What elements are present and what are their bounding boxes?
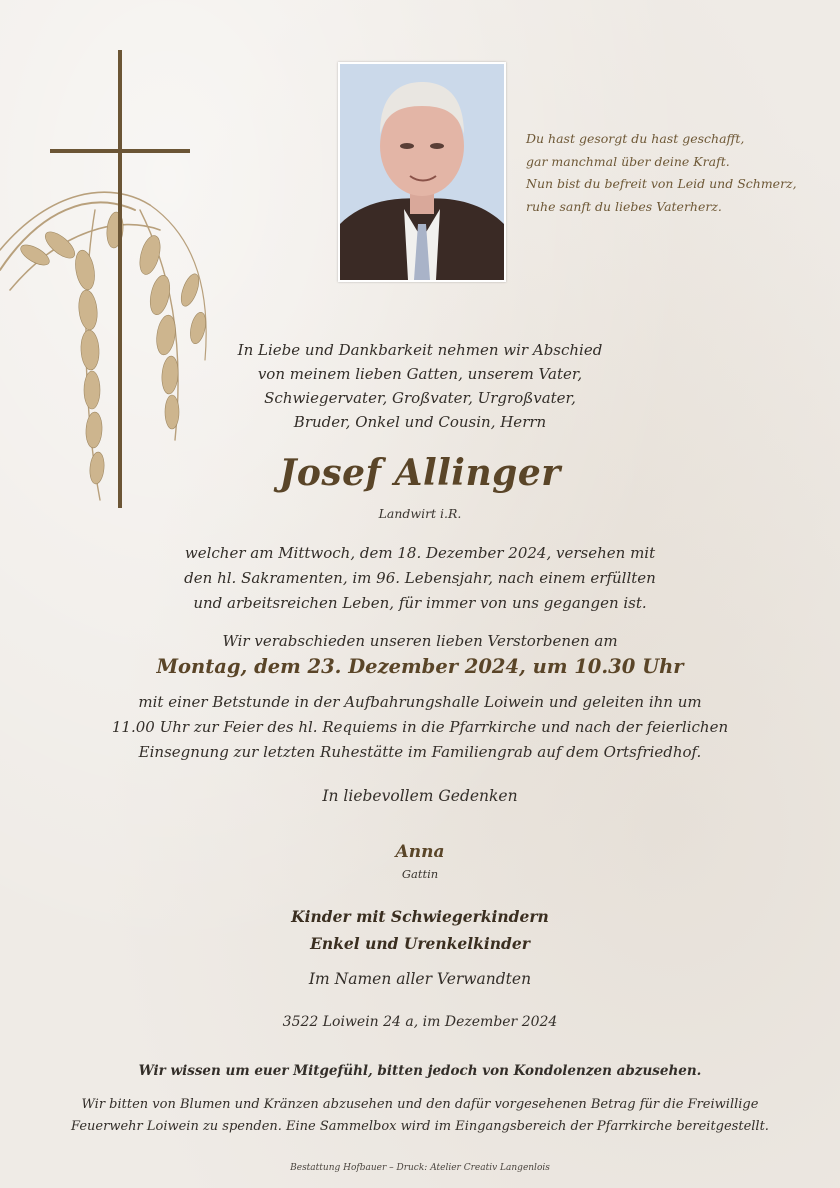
wife-name: Anna: [395, 842, 445, 862]
death-line: den hl. Sakramenten, im 96. Lebensjahr, nach einem erfüllten: [184, 569, 656, 587]
children-line: Kinder mit Schwiegerkindern: [291, 907, 549, 926]
intro-text: [0, 338, 840, 434]
ceremony-line: Einsegnung zur letzten Ruhestätte im Familiengrab auf dem Ortsfriedhof.: [138, 743, 702, 761]
ceremony-details: [0, 690, 840, 765]
death-line: welcher am Mittwoch, dem 18. Dezember 2024, versehen mit: [184, 544, 656, 562]
deceased-name: Josef Allinger: [279, 452, 561, 494]
wife-role: Gattin: [401, 867, 439, 881]
farewell-intro: Wir verabschieden unseren lieben Verstorbenen am: [222, 632, 618, 650]
cross-icon: [50, 50, 190, 508]
place-date: 3522 Loiwein 24 a, im Dezember 2024: [282, 1014, 558, 1030]
portrait-illustration: [340, 64, 504, 280]
poem-line: ruhe sanft du liebes Vaterherz.: [526, 198, 722, 214]
condolence-notice: Wir wissen um euer Mitgefühl, bitten jedoch von Kondolenzen abzusehen.: [138, 1063, 702, 1079]
donation-line: Feuerwehr Loiwein zu spenden. Eine Sammelbox wird im Eingangsbereich der Pfarrkirche bereitgestellt.: [71, 1118, 769, 1134]
poem-line: gar manchmal über deine Kraft.: [526, 153, 730, 169]
family-list: [0, 903, 840, 957]
funeral-date: Montag, dem 23. Dezember 2024, um 10.30 Uhr: [156, 655, 684, 678]
death-notice: [0, 541, 840, 616]
poem-line: Du hast gesorgt du hast geschafft,: [526, 131, 745, 146]
donation-line: Wir bitten von Blumen und Kränzen abzusehen und den dafür vorgesehenen Betrag für die Freiwillige: [81, 1097, 759, 1112]
ceremony-line: mit einer Betstunde in der Aufbahrungshalle Loiwein und geleiten ihn um: [138, 693, 702, 711]
death-line: und arbeitsreichen Leben, für immer von uns gegangen ist.: [193, 594, 647, 612]
deceased-occupation: Landwirt i.R.: [378, 506, 462, 521]
poem-line: Nun bist du befreit von Leid und Schmerz,: [526, 176, 797, 191]
cross-wheat-decoration: [0, 40, 230, 520]
ceremony-line: 11.00 Uhr zur Feier des hl. Requiems in die Pfarrkirche und nach der feierlichen: [111, 718, 729, 736]
intro-line: Bruder, Onkel und Cousin, Herrn: [293, 413, 547, 431]
intro-line: von meinem lieben Gatten, unserem Vater,: [257, 365, 583, 383]
portrait-photo: [338, 62, 506, 282]
poem: [526, 128, 826, 218]
footer-credits: Bestattung Hofbauer – Druck: Atelier Creativ Langenlois: [290, 1163, 550, 1173]
gedenken-text: In liebevollem Gedenken: [322, 787, 518, 805]
intro-line: In Liebe und Dankbarkeit nehmen wir Abschied: [237, 341, 603, 359]
intro-line: Schwiegervater, Großvater, Urgroßvater,: [264, 389, 576, 407]
relatives-text: Im Namen aller Verwandten: [308, 970, 532, 988]
grandchildren-line: Enkel und Urenkelkinder: [310, 934, 530, 953]
donation-request: [0, 1094, 840, 1137]
